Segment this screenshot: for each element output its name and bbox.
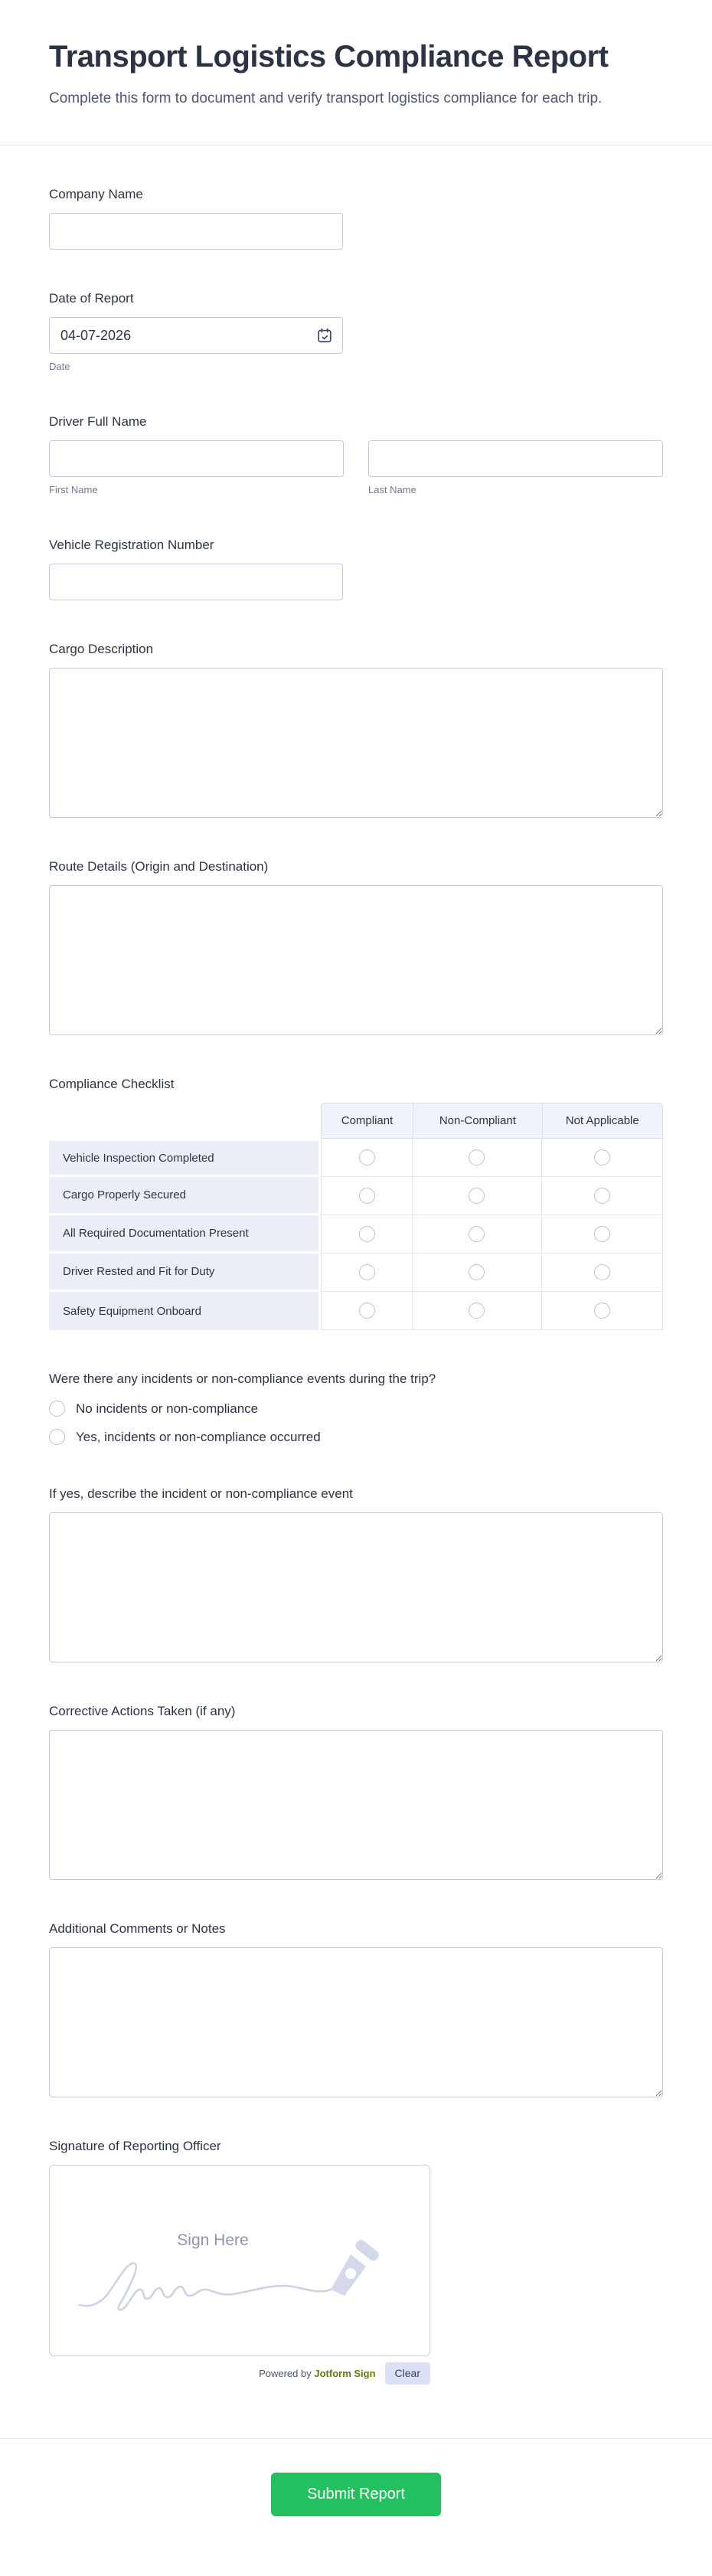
matrix-row-label: Safety Equipment Onboard <box>49 1292 321 1330</box>
matrix-radio[interactable] <box>469 1149 485 1165</box>
matrix-cell <box>413 1177 541 1215</box>
matrix-cell <box>321 1292 413 1330</box>
first-name-sublabel: First Name <box>49 484 98 495</box>
clear-signature-button[interactable]: Clear <box>385 2362 430 2385</box>
field-date-of-report <box>49 289 663 373</box>
matrix-radio[interactable] <box>594 1264 610 1280</box>
driver-full-name-label: Driver Full Name <box>49 414 147 429</box>
signature-squiggle-pen-icon <box>75 2238 404 2322</box>
cargo-description-label: Cargo Description <box>49 642 154 656</box>
route-details-textarea[interactable] <box>49 885 663 1035</box>
matrix-cell <box>413 1139 541 1177</box>
matrix-row-documentation <box>49 1215 663 1254</box>
matrix-row-label: All Required Documentation Present <box>49 1215 321 1254</box>
sign-here-placeholder: Sign Here <box>177 2231 249 2249</box>
matrix-radio[interactable] <box>359 1226 375 1242</box>
date-input-wrap <box>49 317 343 354</box>
powered-by-prefix: Powered by <box>259 2368 312 2379</box>
field-incident-description <box>49 1485 663 1662</box>
field-compliance-checklist <box>49 1075 663 1330</box>
matrix-radio[interactable] <box>359 1188 375 1204</box>
matrix-cell <box>413 1215 541 1254</box>
matrix-radio[interactable] <box>359 1264 375 1280</box>
field-vehicle-registration <box>49 536 663 600</box>
matrix-cell <box>542 1254 663 1292</box>
matrix-row-driver-rested <box>49 1254 663 1292</box>
company-name-label: Company Name <box>49 187 143 201</box>
field-route-details <box>49 858 663 1035</box>
matrix-radio[interactable] <box>469 1303 485 1319</box>
signature-pad[interactable] <box>49 2165 430 2356</box>
powered-by-text <box>259 2368 375 2379</box>
matrix-col-header-non-compliant: Non-Compliant <box>413 1103 541 1139</box>
form-header <box>49 38 663 110</box>
matrix-row-label: Cargo Properly Secured <box>49 1177 321 1215</box>
page-title: Transport Logistics Compliance Report <box>49 40 609 74</box>
form-description: Complete this form to document and verify transport logistics compliance for each trip. <box>49 90 603 106</box>
matrix-cell <box>321 1177 413 1215</box>
incident-no-radio[interactable] <box>49 1401 65 1417</box>
submit-row <box>49 2473 663 2516</box>
matrix-radio[interactable] <box>594 1303 610 1319</box>
signature-placeholder-group <box>50 2231 429 2322</box>
corrective-actions-label: Corrective Actions Taken (if any) <box>49 1704 236 1718</box>
incident-yes-radio[interactable] <box>49 1429 65 1445</box>
matrix-header-row <box>49 1103 663 1139</box>
matrix-radio[interactable] <box>469 1264 485 1280</box>
submit-button[interactable]: Submit Report <box>271 2473 441 2516</box>
matrix-corner-cell <box>49 1103 321 1139</box>
incident-description-label: If yes, describe the incident or non-compliance event <box>49 1486 353 1501</box>
first-name-col <box>49 440 344 496</box>
jotform-sign-brand: Jotform Sign <box>314 2368 376 2379</box>
last-name-sublabel: Last Name <box>368 484 416 495</box>
matrix-cell <box>321 1254 413 1292</box>
last-name-col <box>368 440 663 496</box>
matrix-col-header-not-applicable: Not Applicable <box>542 1103 663 1139</box>
matrix-radio[interactable] <box>359 1149 375 1165</box>
incident-option-no <box>49 1401 663 1417</box>
matrix-cell <box>413 1292 541 1330</box>
additional-comments-textarea[interactable] <box>49 1947 663 2097</box>
matrix-cell <box>542 1177 663 1215</box>
incidents-question-label: Were there any incidents or non-compliance events during the trip? <box>49 1371 436 1386</box>
field-additional-comments <box>49 1920 663 2097</box>
form-body <box>49 185 663 2385</box>
field-cargo-description <box>49 640 663 818</box>
compliance-checklist-table <box>49 1103 663 1330</box>
last-name-input[interactable] <box>368 440 663 477</box>
matrix-cell <box>413 1254 541 1292</box>
matrix-col-header-compliant: Compliant <box>321 1103 413 1139</box>
signature-label: Signature of Reporting Officer <box>49 2139 221 2153</box>
additional-comments-label: Additional Comments or Notes <box>49 1921 226 1936</box>
matrix-cell <box>542 1215 663 1254</box>
matrix-row-safety-equipment <box>49 1292 663 1330</box>
matrix-radio[interactable] <box>594 1188 610 1204</box>
compliance-checklist-label: Compliance Checklist <box>49 1077 175 1091</box>
pen-nib-icon <box>331 2238 380 2296</box>
name-row <box>49 440 663 496</box>
matrix-cell <box>542 1292 663 1330</box>
field-corrective-actions <box>49 1702 663 1880</box>
incidents-options <box>49 1401 663 1445</box>
signature-footer <box>49 2362 430 2385</box>
incident-yes-label: Yes, incidents or non-compliance occurred <box>76 1430 321 1444</box>
matrix-radio[interactable] <box>594 1149 610 1165</box>
matrix-radio[interactable] <box>594 1226 610 1242</box>
incident-no-label: No incidents or non-compliance <box>76 1401 259 1416</box>
matrix-row-cargo-secured <box>49 1177 663 1215</box>
cargo-description-textarea[interactable] <box>49 668 663 818</box>
incident-description-textarea[interactable] <box>49 1512 663 1662</box>
matrix-row-label: Driver Rested and Fit for Duty <box>49 1254 321 1292</box>
matrix-radio[interactable] <box>469 1188 485 1204</box>
first-name-input[interactable] <box>49 440 344 477</box>
matrix-radio[interactable] <box>469 1226 485 1242</box>
date-input[interactable] <box>49 317 343 354</box>
matrix-row-label: Vehicle Inspection Completed <box>49 1139 321 1177</box>
date-of-report-label: Date of Report <box>49 291 134 306</box>
matrix-cell <box>321 1139 413 1177</box>
corrective-actions-textarea[interactable] <box>49 1730 663 1880</box>
incident-option-yes <box>49 1429 663 1445</box>
date-sublabel: Date <box>49 361 70 372</box>
matrix-cell <box>542 1139 663 1177</box>
matrix-cell <box>321 1215 413 1254</box>
matrix-radio[interactable] <box>359 1303 375 1319</box>
vehicle-registration-input[interactable] <box>49 564 343 600</box>
footer-divider <box>0 2438 712 2439</box>
matrix-row-vehicle-inspection <box>49 1139 663 1177</box>
field-company-name <box>49 185 663 250</box>
vehicle-registration-label: Vehicle Registration Number <box>49 538 214 552</box>
route-details-label: Route Details (Origin and Destination) <box>49 859 269 874</box>
field-driver-full-name <box>49 413 663 496</box>
company-name-input[interactable] <box>49 213 343 250</box>
field-incidents-question <box>49 1370 663 1445</box>
field-signature <box>49 2137 663 2385</box>
